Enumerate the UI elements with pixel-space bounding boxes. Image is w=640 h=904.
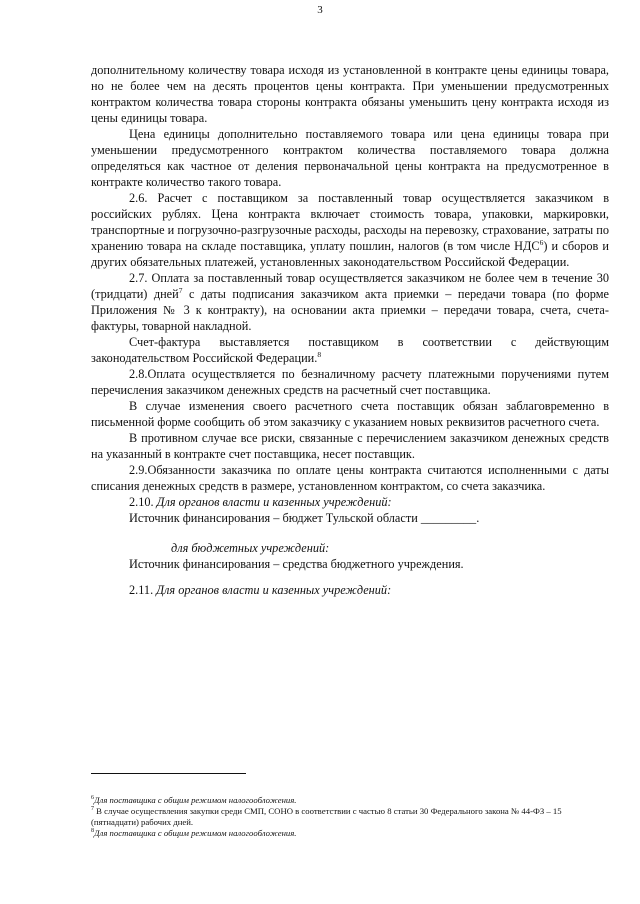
- text-2-10-heading: Для органов власти и казенных учреждений:: [156, 495, 392, 509]
- paragraph-2-8: 2.8.Оплата осуществляется по безналичному расчету платежными поручениями путем перечисления заказчиком денежных средств на расчетный счет поставщика.: [91, 367, 609, 397]
- footnote-6: [91, 795, 611, 806]
- footnote-8-marker: 8: [91, 828, 94, 835]
- footnote-6-text: Для поставщика с общим режимом налогообложения.: [94, 795, 297, 805]
- document-body: [91, 62, 609, 598]
- text-invoice: Счет-фактура выставляется поставщиком в соответствии с действующим законодательством Российской Федерации.: [91, 335, 609, 365]
- footnote-7: [91, 806, 611, 828]
- text-2-11-number: 2.11.: [129, 583, 157, 597]
- paragraph-budget-institutions: для бюджетных учреждений:: [171, 541, 330, 555]
- footnotes: [91, 795, 611, 839]
- text-2-7-b: с даты подписания заказчиком акта приемки – передачи товара (по форме Приложения № 3 к контракту), на основании акта приемки – передачи товара, счета, счета-фактуры, товарной накладной.: [91, 287, 610, 333]
- paragraph-price-increase: дополнительному количеству товара исходя из установленной в контракте цены единицы товара, но не более чем на десять процентов цены контракта. При уменьшении предусмотренных контрактом количества товара стороны контракта обязаны уменьшить цену контракта исходя из цены единицы товара.: [91, 63, 609, 125]
- footnote-ref-8: 8: [317, 349, 322, 359]
- paragraph-funding-source-budget: Источник финансирования – бюджет Тульской области _________.: [129, 511, 480, 525]
- paragraph-account-change: В случае изменения своего расчетного счета поставщик обязан заблаговременно в письменной форме сообщить об этом заказчику с указанием новых реквизитов расчетного счета.: [91, 399, 609, 429]
- text-2-11-heading: Для органов власти и казенных учреждений:: [156, 583, 392, 597]
- paragraph-funding-source-institution: Источник финансирования – средства бюджетного учреждения.: [129, 557, 464, 571]
- paragraph-2-11: [91, 582, 609, 598]
- paragraph-risks: В противном случае все риски, связанные с перечислением заказчиком денежных средств на указанный в контракте счет поставщика, несет поставщик.: [91, 431, 609, 461]
- footnote-6-marker: 6: [91, 795, 94, 802]
- text-2-6-a: 2.6. Расчет с поставщиком за поставленный товар осуществляется заказчиком в российских рублях. Цена контракта включает стоимость товара, упаковки, маркировки, транспортные и погрузочно-разгрузочные расходы, расходы на перевозку, страхование, затраты по хранению товара на складе поставщика, уплату пошлин, налогов (в том числе НДС: [91, 191, 609, 253]
- footnote-7-marker: 7: [91, 806, 94, 813]
- footnote-divider: [91, 773, 246, 774]
- footnote-ref-6: 6: [539, 237, 544, 247]
- footnote-8: [91, 828, 611, 839]
- paragraph-unit-price: Цена единицы дополнительно поставляемого товара или цена единицы товара при уменьшении предусмотренного контрактом количества поставляемого товара должна определяться как частное от деления первоначальной цены контракта на предусмотренное в контракте количество такого товара.: [91, 127, 609, 189]
- text-2-10-number: 2.10.: [129, 495, 157, 509]
- text-2-7-a: 2.7. Оплата за поставленный товар осуществляется заказчиком не более чем в течение 30 (тридцати) дней: [91, 271, 609, 301]
- page-number: 3: [317, 4, 323, 16]
- footnote-ref-7: 7: [178, 285, 183, 295]
- paragraph-2-10: [91, 494, 609, 510]
- paragraph-2-6: [91, 190, 609, 270]
- footnote-7-text: В случае осуществления закупки среди СМП, СОНО в соответствии с частью 8 статьи 30 Федерального закона № 44-ФЗ – 15 (пятнадцати) рабочих дней.: [91, 806, 562, 827]
- paragraph-2-9: 2.9.Обязанности заказчика по оплате цены контракта считаются исполненными с даты списания денежных средств в размере, установленном контрактом, со счета заказчика.: [91, 463, 609, 493]
- footnote-8-text: Для поставщика с общим режимом налогообложения.: [94, 828, 297, 838]
- text-2-6-b: ) и сборов и других обязательных платежей, установленных законодательством Российской Федерации.: [91, 239, 609, 269]
- paragraph-invoice: [91, 334, 609, 366]
- paragraph-2-7: [91, 270, 609, 334]
